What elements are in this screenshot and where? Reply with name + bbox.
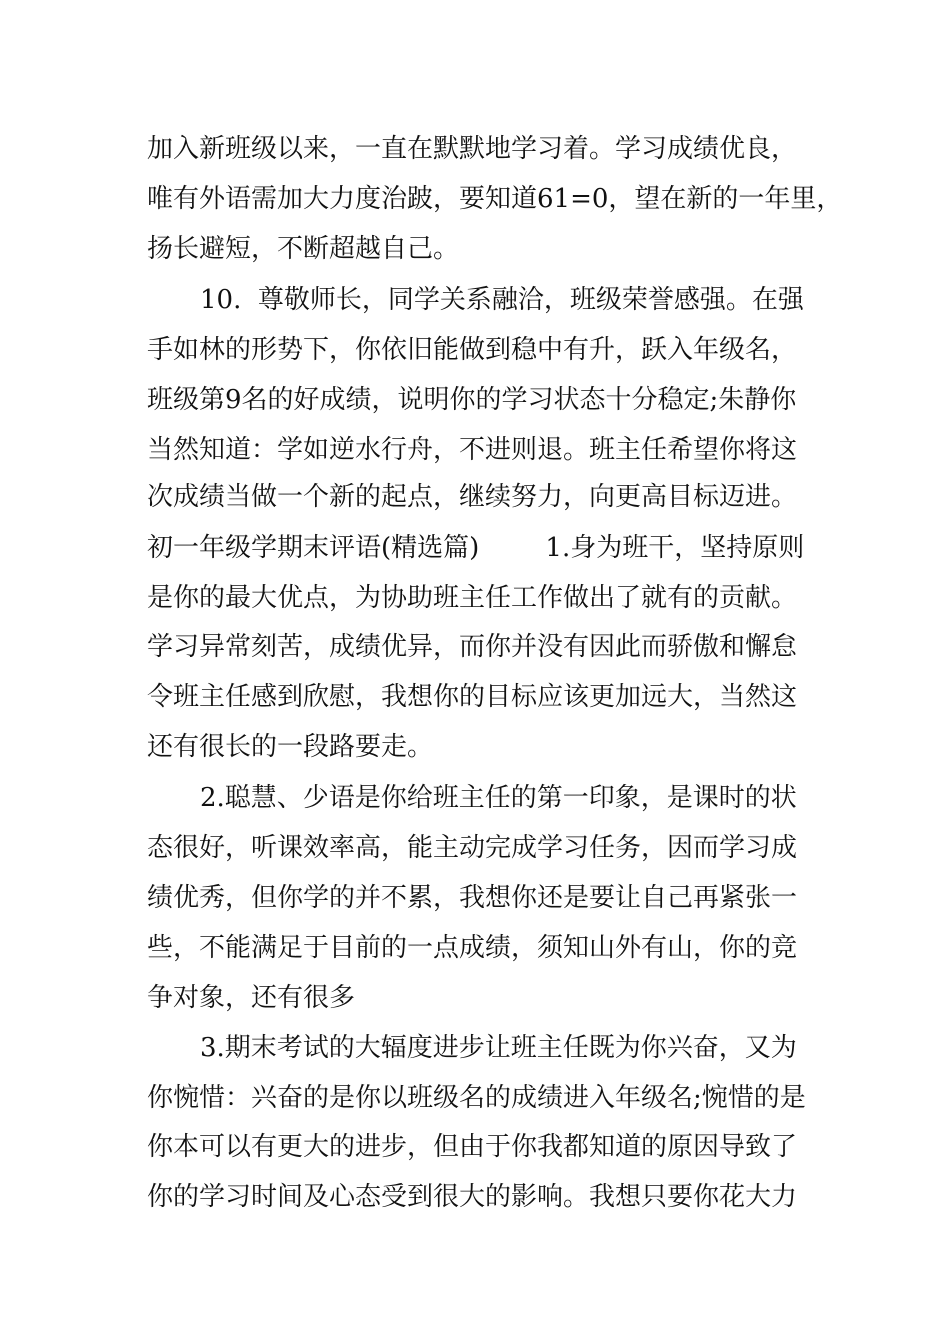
text-line: 你惋惜：兴奋的是你以班级名的成绩进入年级名;惋惜的是 bbox=[147, 1083, 806, 1113]
text-line: 当然知道：学如逆水行舟，不进则退。班主任希望你将这 bbox=[147, 435, 798, 465]
text-line: 你的学习时间及心态受到很大的影响。我想只要你花大力 bbox=[147, 1182, 798, 1212]
text-line: 加入新班级以来，一直在默默地学习着。学习成绩优良， bbox=[147, 134, 798, 164]
text-line: 绩优秀，但你学的并不累，我想你还是要让自己再紧张一 bbox=[147, 883, 798, 913]
text-line: 是你的最大优点，为协助班主任工作做出了就有的贡献。 bbox=[147, 583, 798, 613]
text-line: 令班主任感到欣慰，我想你的目标应该更加远大，当然这 bbox=[147, 682, 798, 712]
text-line: 你本可以有更大的进步，但由于你我都知道的原因导致了 bbox=[147, 1132, 798, 1162]
text-line: 些，不能满足于目前的一点成绩，须知山外有山，你的竞 bbox=[147, 933, 798, 963]
text-line: 10. 尊敬师长，同学关系融洽，班级荣誉感强。在强 bbox=[200, 285, 804, 315]
text-line: 2.聪慧、少语是你给班主任的第一印象，是课时的状 bbox=[200, 783, 797, 813]
text-line: 扬长避短，不断超越自己。 bbox=[147, 234, 460, 264]
text-line: 次成绩当做一个新的起点，继续努力，向更高目标迈进。 bbox=[147, 482, 798, 512]
text-line: 手如林的形势下，你依旧能做到稳中有升，跃入年级名， bbox=[147, 335, 798, 365]
text-line: 学习异常刻苦，成绩优异，而你并没有因此而骄傲和懈怠 bbox=[147, 632, 798, 662]
section-heading-line: 初一年级学期末评语(精选篇) 1.身为班干，坚持原则 bbox=[147, 533, 805, 563]
text-line: 3.期末考试的大辐度进步让班主任既为你兴奋，又为 bbox=[200, 1033, 797, 1063]
text-line: 唯有外语需加大力度治跛，要知道61=0，望在新的一年里， bbox=[147, 184, 843, 214]
text-line: 班级第9名的好成绩，说明你的学习状态十分稳定;朱静你 bbox=[147, 385, 797, 415]
text-line: 还有很长的一段路要走。 bbox=[147, 732, 434, 762]
text-line: 争对象，还有很多 bbox=[147, 983, 356, 1013]
text-line: 态很好，听课效率高，能主动完成学习任务，因而学习成 bbox=[147, 833, 798, 863]
